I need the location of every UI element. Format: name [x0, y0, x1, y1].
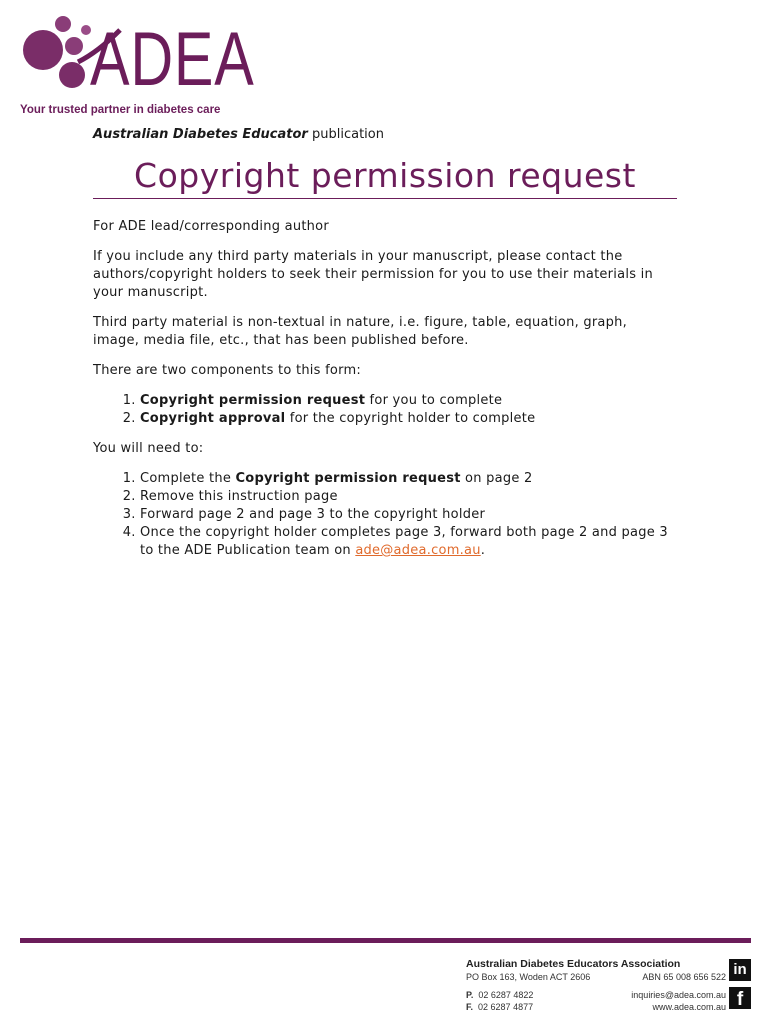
list-item: [140, 410, 668, 428]
components-list: [93, 392, 668, 428]
logo-wordmark: ADEA: [90, 17, 255, 102]
logo-tagline: Your trusted partner in diabetes care: [20, 104, 221, 116]
website-link[interactable]: www.adea.com.au: [652, 1002, 726, 1012]
publication-suffix: publication: [311, 127, 384, 142]
publication-line: [93, 127, 384, 142]
component-name: Copyright permission request: [140, 393, 366, 408]
footer-divider: [20, 938, 751, 943]
list-item: [140, 524, 668, 560]
postal-address: PO Box 163, Woden ACT 2606: [466, 972, 591, 982]
steps-intro: You will need to:: [93, 441, 204, 456]
definition-paragraph: Third party material is non-textual in nature, i.e. figure, table, equation, graph, image, media file, etc., that has been published before.: [93, 315, 628, 348]
list-item: [140, 392, 668, 410]
list-item: 2. Remove this instruction page: [140, 488, 668, 506]
components-intro: There are two components to this form:: [93, 363, 362, 378]
list-item: 3. Forward page 2 and page 3 to the copyright holder: [140, 506, 668, 524]
component-name: Copyright approval: [140, 411, 286, 426]
journal-name: Australian Diabetes Educator: [93, 127, 308, 142]
phone-number: 02 6287 4822: [478, 990, 534, 1000]
component-desc: for you to complete: [365, 393, 503, 408]
audience-text: For ADE lead/corresponding author: [93, 219, 329, 234]
component-desc: for the copyright holder to complete: [285, 411, 536, 426]
instructions-body: [93, 218, 668, 572]
abn-number: ABN 65 008 656 522: [642, 972, 726, 982]
adea-logo: [20, 12, 255, 120]
step-bold: Copyright permission request: [235, 471, 461, 486]
association-name: Australian Diabetes Educators Association: [466, 958, 681, 970]
step-text: Once the copyright holder completes page 3, forward both page 2 and page 3 to the ADE Publication team on: [140, 525, 668, 558]
step-text: on page 2: [460, 471, 533, 486]
title-divider: [93, 198, 677, 199]
step-text: .: [480, 543, 486, 558]
step-text: Complete the: [140, 471, 236, 486]
email-link[interactable]: ade@adea.com.au: [355, 543, 481, 558]
linkedin-icon[interactable]: in: [729, 959, 751, 981]
footer-contact: [466, 958, 726, 1013]
facebook-icon[interactable]: f: [729, 987, 751, 1009]
fax-number: 02 6287 4877: [478, 1002, 534, 1012]
list-item: [140, 470, 668, 488]
page-title: Copyright permission request: [134, 156, 636, 195]
phone-label: P.: [466, 990, 474, 1000]
steps-list: [93, 470, 668, 560]
fax-label: F.: [466, 1002, 474, 1012]
contact-email[interactable]: inquiries@adea.com.au: [631, 990, 726, 1000]
intro-paragraph: If you include any third party materials in your manuscript, please contact the authors/copyright holders to seek their permission for you to use their materials in your manuscript.: [93, 249, 653, 300]
